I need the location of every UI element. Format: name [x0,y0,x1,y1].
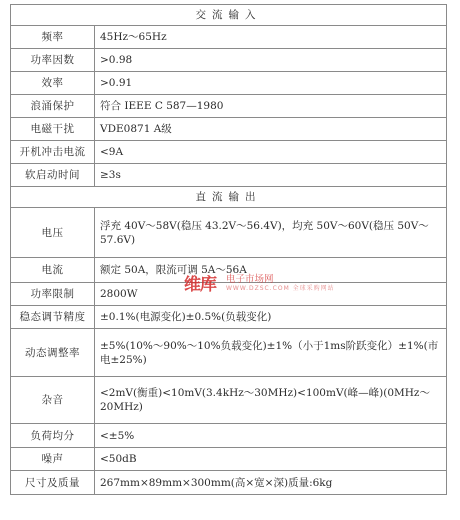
row-value: <50dB [95,448,447,471]
table-row [11,329,447,377]
row-label: 动态调整率 [11,329,95,377]
row-value: 浮充 40V～58V(稳压 43.2V～56.4V)，均充 50V～60V(稳压 50V～57.6V) [95,208,447,258]
row-label: 电压 [11,208,95,258]
row-value: ±5%(10%～90%～10%负载变化)±1%（小于1ms阶跃变化）±1%(市电±25%) [95,329,447,377]
table-row [11,258,447,283]
row-value: 45Hz～65Hz [95,26,447,49]
watermark-logo: 维库 [184,275,216,295]
table-row [11,95,447,118]
row-value: 符合 IEEE C 587—1980 [95,95,447,118]
row-label: 稳态调节精度 [11,306,95,329]
ac-input-header-row [11,5,447,26]
row-value: >0.98 [95,49,447,72]
watermark-subtitle: WWW.DZSC.COM 全球采购网站 [226,285,335,292]
ac-input-title: 交流输入 [11,5,447,26]
row-label: 杂音 [11,377,95,424]
table-row [11,424,447,448]
spec-table [10,4,447,495]
table-row [11,208,447,258]
row-value: <9A [95,141,447,164]
table-row [11,118,447,141]
table-row [11,72,447,95]
table-row [11,164,447,187]
row-value: ≥3s [95,164,447,187]
table-row [11,49,447,72]
table-row [11,283,447,306]
row-label: 浪涌保护 [11,95,95,118]
row-value: >0.91 [95,72,447,95]
row-value: VDE0871 A级 [95,118,447,141]
row-label: 噪声 [11,448,95,471]
table-row [11,377,447,424]
table-row [11,448,447,471]
row-label: 开机冲击电流 [11,141,95,164]
row-label: 软启动时间 [11,164,95,187]
table-row [11,471,447,495]
row-value: 267mm×89mm×300mm(高×宽×深)质量:6kg [95,471,447,495]
dc-output-title: 直流输出 [11,187,447,208]
row-label: 功率因数 [11,49,95,72]
table-row [11,306,447,329]
row-label: 电流 [11,258,95,283]
row-label: 电磁干扰 [11,118,95,141]
table-row [11,26,447,49]
row-label: 负荷均分 [11,424,95,448]
row-label: 功率限制 [11,283,95,306]
row-label: 效率 [11,72,95,95]
table-row [11,141,447,164]
row-value: ±0.1%(电源变化)±0.5%(负载变化) [95,306,447,329]
row-value: 2800W [95,283,447,306]
row-value: <±5% [95,424,447,448]
row-label: 尺寸及质量 [11,471,95,495]
dc-output-header-row [11,187,447,208]
watermark-title: 电子市场网 [226,274,274,285]
row-value: 额定 50A，限流可调 5A～56A [95,258,447,283]
row-value: <2mV(衡重)<10mV(3.4kHz～30MHz)<100mV(峰—峰)(0MHz～20MHz) [95,377,447,424]
row-label: 频率 [11,26,95,49]
